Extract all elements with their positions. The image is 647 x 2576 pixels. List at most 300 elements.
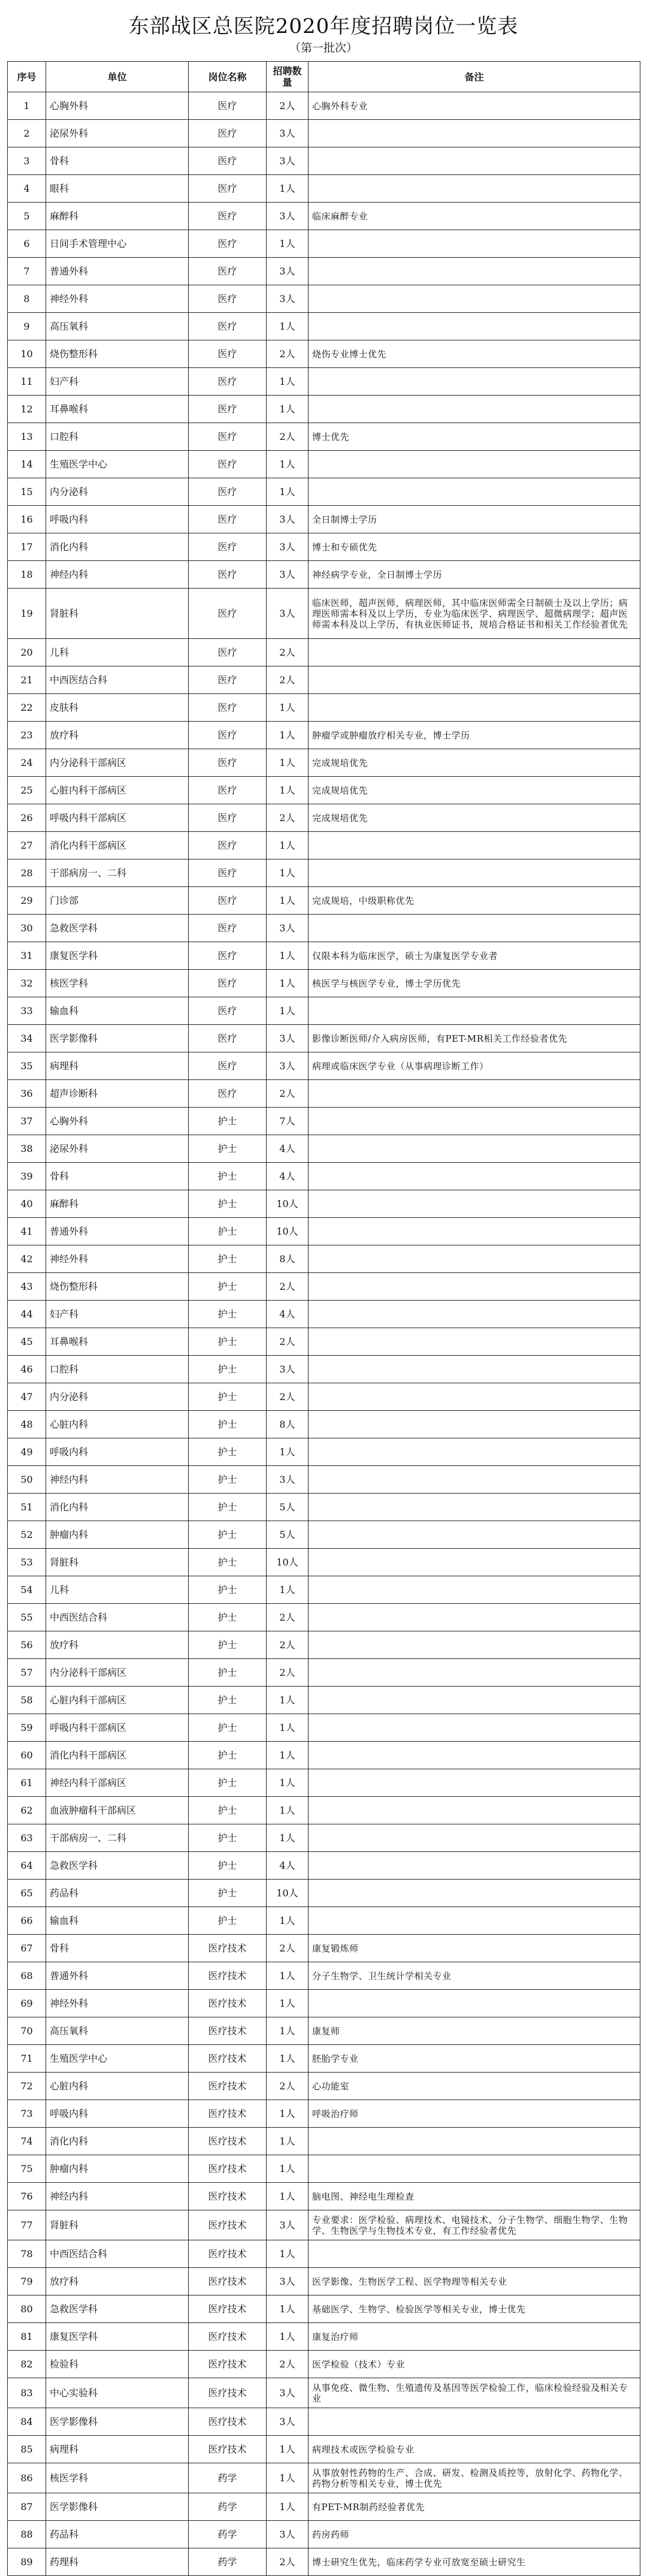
row-unit: 骨科 — [46, 1935, 189, 1962]
row-unit: 呼吸内科 — [46, 506, 189, 533]
row-unit: 呼吸内科干部病区 — [46, 804, 189, 832]
row-number: 9 — [8, 313, 46, 340]
table-row — [8, 2463, 640, 2493]
row-count: 1人 — [267, 1742, 309, 1769]
header-num: 招聘数量 — [267, 62, 309, 92]
row-post: 医疗 — [189, 285, 267, 313]
table-row — [8, 1687, 640, 1714]
row-number: 28 — [8, 859, 46, 887]
row-note — [309, 859, 640, 887]
row-post: 医疗 — [189, 561, 267, 589]
row-unit: 内分泌科 — [46, 478, 189, 506]
row-post: 护士 — [189, 1108, 267, 1135]
row-number: 38 — [8, 1135, 46, 1163]
row-number: 18 — [8, 561, 46, 589]
row-note: 专业要求：医学检验、病理技术、电镜技术、分子生物学、细胞生物学、生物学、生物医学与生物技术专业，有工作经验者优先 — [309, 2210, 640, 2240]
row-number: 23 — [8, 722, 46, 749]
row-note — [309, 997, 640, 1025]
row-number: 17 — [8, 533, 46, 561]
row-note — [309, 1990, 640, 2017]
row-note: 完成规培优先 — [309, 749, 640, 777]
row-count: 3人 — [267, 203, 309, 230]
row-note — [309, 313, 640, 340]
row-note: 胚胎学专业 — [309, 2045, 640, 2073]
table-row — [8, 970, 640, 997]
row-unit: 耳鼻喉科 — [46, 396, 189, 423]
table-row — [8, 203, 640, 230]
row-unit: 生殖医学中心 — [46, 2045, 189, 2073]
table-row — [8, 2155, 640, 2183]
row-count: 1人 — [267, 1714, 309, 1742]
row-note — [309, 1769, 640, 1797]
row-count: 1人 — [267, 749, 309, 777]
row-unit: 药品科 — [46, 1880, 189, 1907]
row-note: 呼吸治疗师 — [309, 2100, 640, 2128]
row-number: 14 — [8, 451, 46, 478]
row-note — [309, 1521, 640, 1549]
row-unit: 急救医学科 — [46, 1852, 189, 1880]
row-unit: 神经内科 — [46, 561, 189, 589]
row-unit: 放疗科 — [46, 722, 189, 749]
row-count: 5人 — [267, 1521, 309, 1549]
row-unit: 消化内科干部病区 — [46, 1742, 189, 1769]
row-unit: 中西医结合科 — [46, 666, 189, 694]
row-unit: 干部病房一、二科 — [46, 859, 189, 887]
row-post: 护士 — [189, 1273, 267, 1301]
row-count: 1人 — [267, 1907, 309, 1935]
table-row — [8, 2296, 640, 2323]
row-count: 3人 — [267, 1052, 309, 1080]
row-count: 2人 — [267, 340, 309, 368]
row-note — [309, 1135, 640, 1163]
table-row — [8, 120, 640, 147]
row-number: 6 — [8, 230, 46, 258]
row-number: 74 — [8, 2128, 46, 2155]
row-post: 医疗 — [189, 639, 267, 666]
table-row — [8, 2240, 640, 2268]
row-unit: 肾脏科 — [46, 589, 189, 639]
row-note: 药房药师 — [309, 2521, 640, 2548]
table-row — [8, 2351, 640, 2378]
row-count: 1人 — [267, 777, 309, 804]
row-note — [309, 1190, 640, 1218]
table-row — [8, 1025, 640, 1052]
row-post: 医疗技术 — [189, 2073, 267, 2100]
row-number: 32 — [8, 970, 46, 997]
table-row — [8, 1549, 640, 1576]
row-note: 完成规培，中级职称优先 — [309, 887, 640, 915]
row-count: 2人 — [267, 1659, 309, 1687]
row-post: 医疗 — [189, 340, 267, 368]
row-unit: 消化内科 — [46, 533, 189, 561]
row-number: 70 — [8, 2017, 46, 2045]
row-note: 临床医师，超声医师，病理医师，其中临床医师需全日制硕士及以上学历；病理医师需本科及以上学历，专业为临床医学、病理医学、超微病理学；超声医师需本科及以上学历，有执业医师证书，规培合格证书和相关工作经验者优先 — [309, 589, 640, 639]
row-note — [309, 1080, 640, 1108]
row-number: 63 — [8, 1824, 46, 1852]
table-row — [8, 2521, 640, 2548]
table-row — [8, 1824, 640, 1852]
row-note — [309, 1438, 640, 1466]
row-post: 医疗技术 — [189, 1962, 267, 1990]
table-row — [8, 1273, 640, 1301]
row-count: 4人 — [267, 1301, 309, 1328]
table-row — [8, 1135, 640, 1163]
table-row — [8, 859, 640, 887]
row-note: 博士和专硕优先 — [309, 533, 640, 561]
row-unit: 普通外科 — [46, 258, 189, 285]
row-post: 医疗技术 — [189, 1935, 267, 1962]
row-unit: 肿瘤内科 — [46, 2155, 189, 2183]
row-count: 1人 — [267, 942, 309, 970]
row-unit: 妇产科 — [46, 1301, 189, 1328]
row-unit: 放疗科 — [46, 1631, 189, 1659]
row-note: 仅限本科为临床医学，硕士为康复医学专业者 — [309, 942, 640, 970]
table-row — [8, 285, 640, 313]
table-row — [8, 749, 640, 777]
row-number: 82 — [8, 2351, 46, 2378]
row-unit: 急救医学科 — [46, 2296, 189, 2323]
row-count: 1人 — [267, 2493, 309, 2521]
row-note: 有PET-MR制药经验者优先 — [309, 2493, 640, 2521]
row-unit: 口腔科 — [46, 423, 189, 451]
row-number: 49 — [8, 1438, 46, 1466]
row-number: 15 — [8, 478, 46, 506]
row-post: 医疗 — [189, 120, 267, 147]
row-count: 2人 — [267, 1935, 309, 1962]
row-note: 烧伤专业博士优先 — [309, 340, 640, 368]
table-body — [8, 92, 640, 2576]
row-unit: 医学影像科 — [46, 1025, 189, 1052]
row-unit: 超声诊断科 — [46, 1080, 189, 1108]
row-count: 2人 — [267, 666, 309, 694]
row-unit: 放疗科 — [46, 2268, 189, 2296]
row-count: 3人 — [267, 2378, 309, 2408]
table-row — [8, 340, 640, 368]
row-note — [309, 230, 640, 258]
row-count: 3人 — [267, 506, 309, 533]
row-unit: 生殖医学中心 — [46, 451, 189, 478]
row-note: 康复锻炼师 — [309, 1935, 640, 1962]
row-unit: 儿科 — [46, 1576, 189, 1604]
row-count: 1人 — [267, 2155, 309, 2183]
row-post: 医疗 — [189, 506, 267, 533]
row-count: 1人 — [267, 2045, 309, 2073]
row-post: 护士 — [189, 1687, 267, 1714]
row-post: 医疗 — [189, 777, 267, 804]
row-post: 医疗 — [189, 832, 267, 859]
row-note — [309, 285, 640, 313]
table-row — [8, 1852, 640, 1880]
row-note: 脑电图、神经电生理检查 — [309, 2183, 640, 2210]
table-row — [8, 1438, 640, 1466]
row-count: 2人 — [267, 1631, 309, 1659]
row-count: 1人 — [267, 2463, 309, 2493]
row-count: 1人 — [267, 887, 309, 915]
row-post: 医疗 — [189, 423, 267, 451]
row-post: 医疗技术 — [189, 2240, 267, 2268]
row-post: 医疗 — [189, 722, 267, 749]
row-note — [309, 1742, 640, 1769]
table-row — [8, 1797, 640, 1824]
row-number: 7 — [8, 258, 46, 285]
row-number: 12 — [8, 396, 46, 423]
row-post: 护士 — [189, 1301, 267, 1328]
row-note — [309, 1714, 640, 1742]
table-row — [8, 1659, 640, 1687]
row-number: 25 — [8, 777, 46, 804]
table-row — [8, 1576, 640, 1604]
table-row — [8, 2128, 640, 2155]
row-unit: 核医学科 — [46, 970, 189, 997]
row-post: 药学 — [189, 2548, 267, 2576]
row-number: 20 — [8, 639, 46, 666]
row-post: 医疗 — [189, 1080, 267, 1108]
row-post: 医疗 — [189, 313, 267, 340]
table-row — [8, 832, 640, 859]
row-count: 2人 — [267, 804, 309, 832]
row-unit: 神经内科 — [46, 2183, 189, 2210]
row-number: 45 — [8, 1328, 46, 1356]
row-unit: 高压氧科 — [46, 313, 189, 340]
row-number: 33 — [8, 997, 46, 1025]
row-note: 康复师 — [309, 2017, 640, 2045]
row-number: 54 — [8, 1576, 46, 1604]
header-post: 岗位名称 — [189, 62, 267, 92]
row-unit: 耳鼻喉科 — [46, 1328, 189, 1356]
page-title: 东部战区总医院2020年度招聘岗位一览表 — [128, 14, 519, 38]
row-post: 医疗技术 — [189, 2045, 267, 2073]
row-post: 医疗技术 — [189, 2436, 267, 2463]
row-note: 基础医学、生物学、检验医学等相关专业，博士优先 — [309, 2296, 640, 2323]
row-count: 1人 — [267, 1576, 309, 1604]
row-unit: 门诊部 — [46, 887, 189, 915]
row-count: 1人 — [267, 1687, 309, 1714]
row-note: 影像诊断医师/介入病房医师，有PET-MR相关工作经验者优先 — [309, 1025, 640, 1052]
row-note — [309, 1273, 640, 1301]
row-note: 从事免疫、微生物、生殖遗传及基因等医学检验工作，临床检验经验及相关专业 — [309, 2378, 640, 2408]
row-number: 19 — [8, 589, 46, 639]
row-post: 医疗 — [189, 533, 267, 561]
row-unit: 干部病房一、二科 — [46, 1824, 189, 1852]
row-unit: 普通外科 — [46, 1218, 189, 1245]
row-unit: 医学影像科 — [46, 2408, 189, 2436]
table-row — [8, 1052, 640, 1080]
row-number: 10 — [8, 340, 46, 368]
row-post: 医疗 — [189, 230, 267, 258]
row-count: 3人 — [267, 1466, 309, 1494]
row-number: 71 — [8, 2045, 46, 2073]
row-post: 护士 — [189, 1411, 267, 1438]
row-number: 89 — [8, 2548, 46, 2576]
row-unit: 肾脏科 — [46, 1549, 189, 1576]
row-count: 3人 — [267, 147, 309, 175]
row-note — [309, 2155, 640, 2183]
table-row — [8, 368, 640, 396]
row-post: 医疗 — [189, 589, 267, 639]
row-number: 48 — [8, 1411, 46, 1438]
row-unit: 神经内科干部病区 — [46, 1769, 189, 1797]
row-note — [309, 1108, 640, 1135]
table-row — [8, 2408, 640, 2436]
table-row — [8, 1328, 640, 1356]
row-post: 医疗技术 — [189, 2351, 267, 2378]
row-post: 医疗 — [189, 887, 267, 915]
table-row — [8, 1356, 640, 1383]
row-count: 3人 — [267, 2268, 309, 2296]
table-row — [8, 92, 640, 120]
row-count: 1人 — [267, 1769, 309, 1797]
table-row — [8, 1218, 640, 1245]
row-number: 83 — [8, 2378, 46, 2408]
page-subtitle: （第一批次） — [289, 41, 358, 55]
row-number: 13 — [8, 423, 46, 451]
row-number: 55 — [8, 1604, 46, 1631]
row-post: 医疗 — [189, 970, 267, 997]
row-count: 3人 — [267, 285, 309, 313]
row-note: 全日制博士学历 — [309, 506, 640, 533]
row-count: 2人 — [267, 2351, 309, 2378]
row-post: 护士 — [189, 1604, 267, 1631]
row-note: 完成规培优先 — [309, 804, 640, 832]
row-post: 护士 — [189, 1494, 267, 1521]
row-note — [309, 1383, 640, 1411]
row-post: 医疗 — [189, 915, 267, 942]
row-note — [309, 1659, 640, 1687]
table-row — [8, 942, 640, 970]
row-note: 分子生物学、卫生统计学相关专业 — [309, 1962, 640, 1990]
row-post: 护士 — [189, 1852, 267, 1880]
row-note — [309, 666, 640, 694]
row-unit: 心脏内科干部病区 — [46, 1687, 189, 1714]
row-count: 4人 — [267, 1135, 309, 1163]
table-row — [8, 258, 640, 285]
table-row — [8, 2493, 640, 2521]
row-number: 67 — [8, 1935, 46, 1962]
row-note — [309, 147, 640, 175]
row-number: 68 — [8, 1962, 46, 1990]
row-count: 3人 — [267, 533, 309, 561]
row-note: 医学检验（技术）专业 — [309, 2351, 640, 2378]
row-unit: 病理科 — [46, 2436, 189, 2463]
row-number: 77 — [8, 2210, 46, 2240]
row-number: 69 — [8, 1990, 46, 2017]
row-post: 护士 — [189, 1824, 267, 1852]
row-note — [309, 2128, 640, 2155]
row-count: 10人 — [267, 1218, 309, 1245]
row-unit: 内分泌科干部病区 — [46, 1659, 189, 1687]
row-number: 1 — [8, 92, 46, 120]
row-count: 1人 — [267, 2183, 309, 2210]
row-count: 1人 — [267, 2436, 309, 2463]
row-count: 10人 — [267, 1549, 309, 1576]
row-note — [309, 175, 640, 203]
row-unit: 中西医结合科 — [46, 1604, 189, 1631]
row-post: 护士 — [189, 1549, 267, 1576]
table-row — [8, 2073, 640, 2100]
row-note — [309, 1411, 640, 1438]
row-note: 心功能室 — [309, 2073, 640, 2100]
row-count: 1人 — [267, 970, 309, 997]
row-note — [309, 1687, 640, 1714]
table-row — [8, 722, 640, 749]
row-count: 1人 — [267, 2296, 309, 2323]
row-number: 11 — [8, 368, 46, 396]
table-row — [8, 561, 640, 589]
row-number: 34 — [8, 1025, 46, 1052]
table-row — [8, 2045, 640, 2073]
row-note: 心胸外科专业 — [309, 92, 640, 120]
row-post: 医疗 — [189, 396, 267, 423]
row-note — [309, 1466, 640, 1494]
row-number: 75 — [8, 2155, 46, 2183]
table-row — [8, 396, 640, 423]
row-number: 37 — [8, 1108, 46, 1135]
row-note: 康复治疗师 — [309, 2323, 640, 2351]
table-row — [8, 1163, 640, 1190]
row-number: 36 — [8, 1080, 46, 1108]
row-unit: 心胸外科 — [46, 1108, 189, 1135]
row-count: 3人 — [267, 258, 309, 285]
table-row — [8, 1742, 640, 1769]
table-row — [8, 175, 640, 203]
row-unit: 骨科 — [46, 1163, 189, 1190]
row-post: 医疗 — [189, 859, 267, 887]
row-count: 1人 — [267, 368, 309, 396]
row-count: 4人 — [267, 1163, 309, 1190]
row-post: 护士 — [189, 1190, 267, 1218]
row-unit: 心脏内科 — [46, 1411, 189, 1438]
row-unit: 心胸外科 — [46, 92, 189, 120]
row-post: 护士 — [189, 1438, 267, 1466]
row-post: 护士 — [189, 1383, 267, 1411]
table-row — [8, 2210, 640, 2240]
table-row — [8, 2323, 640, 2351]
row-number: 24 — [8, 749, 46, 777]
row-note — [309, 832, 640, 859]
row-count: 1人 — [267, 1438, 309, 1466]
recruitment-table — [7, 61, 640, 2576]
table-row — [8, 1604, 640, 1631]
row-number: 66 — [8, 1907, 46, 1935]
table-row — [8, 147, 640, 175]
row-unit: 心脏内科 — [46, 2073, 189, 2100]
row-unit: 神经外科 — [46, 1990, 189, 2017]
row-count: 10人 — [267, 1880, 309, 1907]
row-unit: 肿瘤内科 — [46, 1521, 189, 1549]
row-number: 22 — [8, 694, 46, 722]
row-count: 3人 — [267, 120, 309, 147]
row-count: 1人 — [267, 2017, 309, 2045]
row-unit: 儿科 — [46, 639, 189, 666]
row-number: 78 — [8, 2240, 46, 2268]
row-post: 医疗 — [189, 92, 267, 120]
row-unit: 麻醉科 — [46, 203, 189, 230]
row-post: 医疗技术 — [189, 2017, 267, 2045]
row-unit: 输血科 — [46, 997, 189, 1025]
row-unit: 中心实验科 — [46, 2378, 189, 2408]
table-row — [8, 2183, 640, 2210]
row-unit: 病理科 — [46, 1052, 189, 1080]
row-note — [309, 1880, 640, 1907]
row-count: 1人 — [267, 396, 309, 423]
row-count: 1人 — [267, 1824, 309, 1852]
table-row — [8, 478, 640, 506]
row-post: 医疗技术 — [189, 2183, 267, 2210]
row-post: 医疗 — [189, 478, 267, 506]
row-note — [309, 258, 640, 285]
row-unit: 呼吸内科干部病区 — [46, 1714, 189, 1742]
table-row — [8, 1935, 640, 1962]
